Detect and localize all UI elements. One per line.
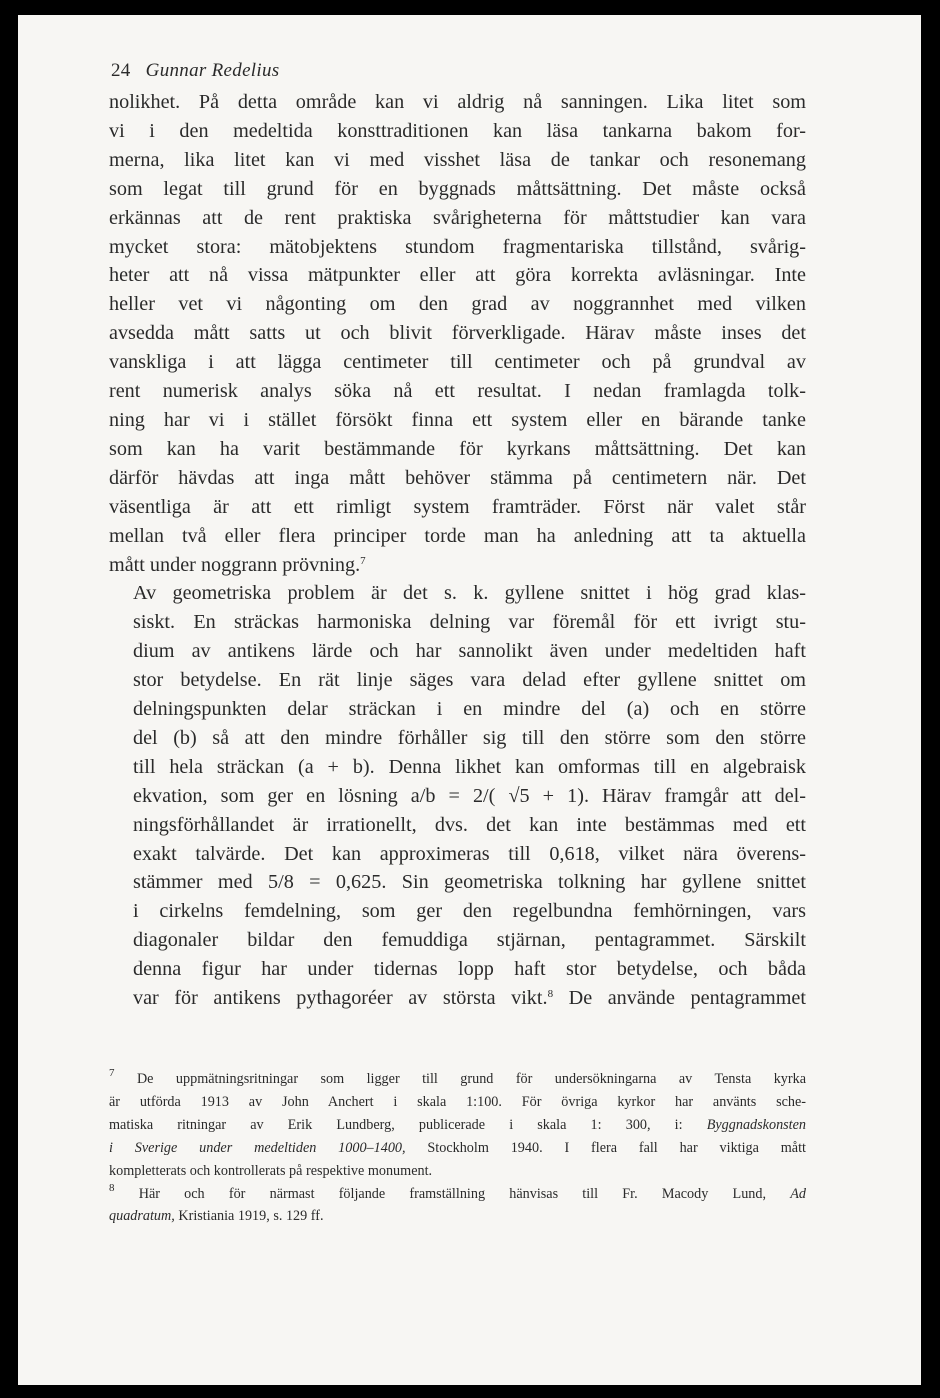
book-page bbox=[18, 15, 921, 1385]
text-line: dium av antikens lärde och har sannolikt även under medeltiden haft bbox=[133, 640, 806, 663]
footnote-line bbox=[109, 1183, 806, 1206]
text-line: siskt. En sträckas harmoniska delning var föremål för ett ivrigt stu- bbox=[133, 611, 806, 634]
text-line: stor betydelse. En rät linje säges vara delad efter gyllene snittet om bbox=[133, 669, 806, 692]
footnote-line bbox=[109, 1137, 806, 1160]
text-line: Av geometriska problem är det s. k. gyllene snittet i hög grad klas- bbox=[133, 582, 806, 605]
text-line bbox=[109, 984, 806, 1013]
text-line-content: var för antikens pythagoréer av största vikt. bbox=[133, 987, 548, 1010]
text-line: avsedda mått satts ut och blivit förverkligade. Härav måste inses det bbox=[109, 322, 806, 345]
footnote-ref-7[interactable]: 7 bbox=[360, 554, 366, 567]
text-line: merna, lika litet kan vi med visshet läsa de tankar och resonemang bbox=[109, 148, 806, 171]
paragraph-1 bbox=[109, 88, 806, 579]
text-line: erkännas att de rent praktiska svårigheterna för måttstudier kan vara bbox=[109, 206, 806, 229]
footnote-line bbox=[109, 1114, 806, 1137]
text-line: väsentliga är att ett rimligt system framträder. Först när valet står bbox=[109, 495, 806, 518]
footnote-line bbox=[109, 1205, 806, 1228]
footnote-line bbox=[109, 1068, 806, 1091]
text-line: exakt talvärde. Det kan approximeras till 0,618, vilket nära överens- bbox=[133, 842, 806, 865]
footnote-marker: 7 bbox=[109, 1067, 115, 1079]
footnote-italic-title: quadratum, bbox=[109, 1208, 175, 1225]
text-line: delningspunkten delar sträckan i en mindre del (a) och en större bbox=[133, 698, 806, 721]
footnote-text: matiska ritningar av Erik Lundberg, publicerade i skala 1: 300, i: bbox=[109, 1116, 683, 1133]
running-header bbox=[111, 60, 279, 82]
footnote-text: Stockholm 1940. I flera fall har viktiga mått bbox=[405, 1139, 806, 1156]
text-line: del (b) så att den mindre förhåller sig till den större som den större bbox=[133, 726, 806, 749]
text-line: heller vet vi någonting om den grad av noggrannhet med vilken bbox=[109, 293, 806, 316]
text-line: heter att nå vissa mätpunkter eller att göra korrekta avläsningar. Inte bbox=[109, 264, 806, 287]
footnote-7 bbox=[109, 1068, 806, 1183]
text-line: nolikhet. På detta område kan vi aldrig nå sanningen. Lika litet som bbox=[109, 91, 806, 113]
text-line: rent numerisk analys söka nå ett resultat. I nedan framlagda tolk- bbox=[109, 380, 806, 403]
text-line: ning har vi i stället försökt finna ett system eller en bärande tanke bbox=[109, 408, 806, 431]
footnote-italic-title: i Sverige under medeltiden 1000–1400, bbox=[109, 1139, 406, 1156]
text-line: denna figur har under tidernas lopp haft stor betydelse, och båda bbox=[133, 958, 806, 981]
text-line: vi i den medeltida konsttraditionen kan läsa tankarna bakom for- bbox=[109, 119, 806, 142]
text-line: mellan två eller flera principer torde man ha anledning att ta aktuella bbox=[109, 524, 806, 547]
text-line: därför hävdas att inga mått behöver stämma på centimetern när. Det bbox=[109, 466, 806, 489]
text-line: som legat till grund för en byggnads måttsättning. Det måste också bbox=[109, 177, 806, 200]
footnote-8 bbox=[109, 1183, 806, 1229]
text-line: mycket stora: mätobjektens stundom fragmentariska tillstånd, svårig- bbox=[109, 235, 806, 258]
body-text bbox=[109, 88, 806, 1013]
text-line: i cirkelns femdelning, som ger den regelbundna femhörningen, vars bbox=[133, 900, 806, 923]
footnote-italic-title: Byggnadskonsten bbox=[706, 1116, 807, 1133]
text-line: ekvation, som ger en lösning a/b = 2/( √5 + 1). Härav framgår att del- bbox=[133, 784, 806, 807]
text-line: som kan ha varit bestämmande för kyrkans måttsättning. Det kan bbox=[109, 437, 806, 460]
text-line: ningsförhållandet är irrationellt, dvs. det kan inte bestämmas med ett bbox=[133, 813, 806, 836]
footnote-text: De uppmätningsritningar som ligger till grund för undersökningarna av Tensta kyrka bbox=[136, 1071, 806, 1087]
text-line: till hela sträckan (a + b). Denna likhet kan omformas till en algebraisk bbox=[133, 755, 806, 778]
text-line: diagonaler bildar den femuddiga stjärnan, pentagrammet. Särskilt bbox=[133, 929, 806, 952]
footnote-text: Kristiania 1919, s. 129 ff. bbox=[174, 1208, 324, 1225]
text-line-tail: De använde pentagrammet bbox=[553, 987, 806, 1010]
text-line: stämmer med 5/8 = 0,625. Sin geometriska tolkning har gyllene snittet bbox=[133, 871, 806, 894]
footnote-italic-title: Ad bbox=[790, 1185, 807, 1202]
footnote-ref-8[interactable]: 8 bbox=[547, 988, 554, 1001]
footnotes bbox=[109, 1068, 806, 1228]
footnote-line: är utförda 1913 av John Anchert i skala 1:100. För övriga kyrkor har använts sche- bbox=[109, 1093, 806, 1110]
paragraph-2 bbox=[109, 579, 806, 1013]
footnote-text: Här och för närmast följande framställning hänvisas till Fr. Macody Lund, bbox=[138, 1185, 767, 1202]
footnote-marker: 8 bbox=[109, 1181, 115, 1194]
text-line: vanskliga i att lägga centimeter till centimeter och på grundval av bbox=[109, 351, 806, 374]
running-author: Gunnar Redelius bbox=[145, 60, 280, 81]
page-number: 24 bbox=[111, 60, 131, 81]
text-line-content: mått under noggrann prövning. bbox=[109, 553, 361, 576]
text-line bbox=[109, 551, 806, 580]
footnote-line: kompletterats och kontrollerats på respektive monument. bbox=[109, 1162, 433, 1179]
